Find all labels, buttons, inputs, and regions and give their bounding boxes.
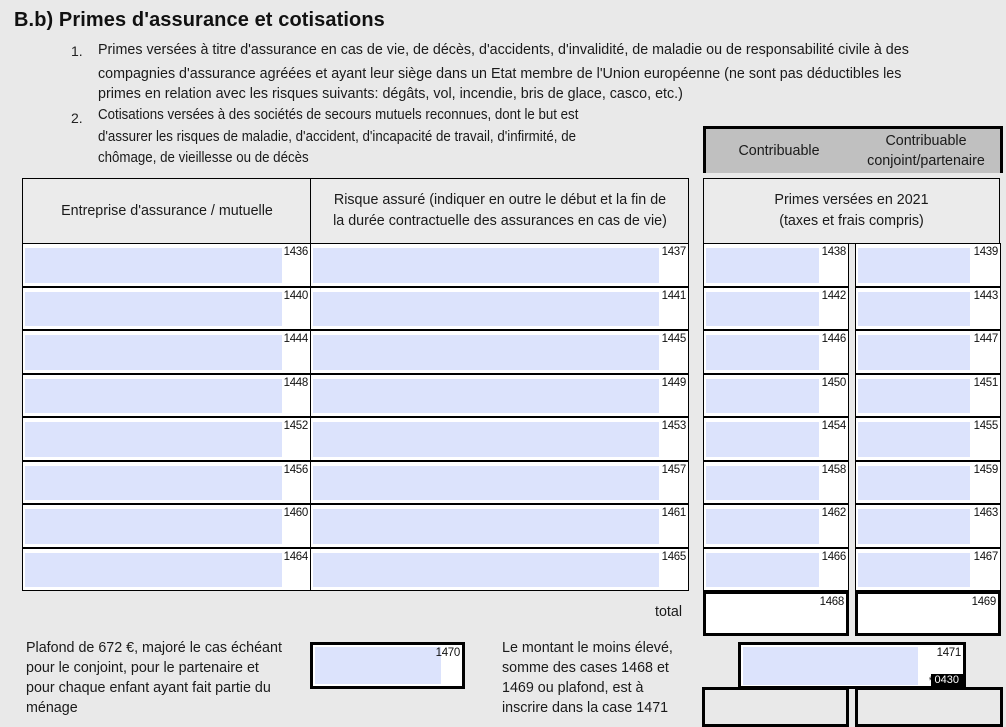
company-input[interactable] <box>25 292 282 326</box>
risk-code: 1453 <box>661 420 686 432</box>
item-2-line-2: d'assurer les risques de maladie, d'accident, d'incapacité de travail, d'infirmité, de <box>98 128 576 145</box>
spouse-premium-cell <box>855 417 1001 461</box>
risk-cell <box>310 548 689 591</box>
total-label: total <box>655 604 683 620</box>
item-2-text <box>98 105 578 170</box>
spouse-premium-input[interactable] <box>858 509 970 544</box>
taxpayer-premium-code: 1450 <box>821 377 846 389</box>
total-spouse-code: 1469 <box>971 596 996 608</box>
company-code: 1464 <box>283 551 308 563</box>
risk-code: 1449 <box>661 377 686 389</box>
taxpayer-premium-input[interactable] <box>706 292 819 326</box>
taxpayer-premium-cell <box>703 243 849 287</box>
risk-code: 1465 <box>661 551 686 563</box>
risk-input[interactable] <box>313 509 659 544</box>
company-code: 1456 <box>283 464 308 476</box>
header-spouse-line-1: Contribuable <box>885 133 967 149</box>
taxpayer-premium-cell <box>703 548 849 591</box>
spouse-premium-input[interactable] <box>858 248 970 283</box>
company-code: 1436 <box>283 246 308 258</box>
spouse-premium-cell <box>855 461 1001 504</box>
spouse-premium-input[interactable] <box>858 292 970 326</box>
taxpayer-premium-code: 1442 <box>821 290 846 302</box>
taxpayer-premium-input[interactable] <box>706 422 819 457</box>
company-input[interactable] <box>25 509 282 544</box>
company-input[interactable] <box>25 379 282 413</box>
company-cell <box>22 417 311 461</box>
spouse-premium-input[interactable] <box>858 422 970 457</box>
total-taxpayer-field[interactable] <box>703 591 849 636</box>
taxpayer-premium-code: 1458 <box>821 464 846 476</box>
company-input[interactable] <box>25 553 282 587</box>
total-taxpayer-code: 1468 <box>819 596 844 608</box>
company-code: 1448 <box>283 377 308 389</box>
taxpayer-premium-cell <box>703 287 849 330</box>
company-input[interactable] <box>25 422 282 457</box>
left-table-header <box>22 178 689 244</box>
company-code: 1452 <box>283 420 308 432</box>
company-cell <box>22 461 311 504</box>
company-code: 1440 <box>283 290 308 302</box>
risk-cell <box>310 287 689 330</box>
result-note <box>502 638 673 718</box>
ceiling-line-4: ménage <box>26 700 78 716</box>
taxpayer-premium-cell <box>703 417 849 461</box>
header-premiums-line-1: Primes versées en 2021 <box>774 192 929 208</box>
ceiling-line-2: pour le conjoint, pour le partenaire et <box>26 660 259 676</box>
bottom-box-spouse <box>855 687 1003 727</box>
taxpayer-premium-code: 1454 <box>821 420 846 432</box>
company-cell <box>22 243 311 287</box>
item-2-line-3: chômage, de vieillesse ou de décès <box>98 150 309 166</box>
result-field[interactable] <box>738 642 966 689</box>
company-input[interactable] <box>25 248 282 283</box>
risk-cell <box>310 504 689 548</box>
spouse-premium-cell <box>855 548 1001 591</box>
risk-code: 1461 <box>661 507 686 519</box>
taxpayer-premium-cell <box>703 461 849 504</box>
header-company: Entreprise d'assurance / mutuelle <box>23 179 311 243</box>
item-1-line-2: compagnies d'assurance agréées et ayant leur siège dans un Etat membre de l'Union européenne (ne sont pas déductibles les <box>98 65 902 82</box>
ceiling-field[interactable] <box>310 642 465 689</box>
spouse-premium-input[interactable] <box>858 335 970 370</box>
taxpayer-premium-input[interactable] <box>706 379 819 413</box>
spouse-premium-code: 1467 <box>973 551 998 563</box>
ceiling-line-1: Plafond de 672 €, majoré le cas échéant <box>26 640 282 656</box>
taxpayer-premium-input[interactable] <box>706 335 819 370</box>
header-risk-line-1: Risque assuré (indiquer en outre le début et la fin de <box>333 192 667 208</box>
risk-input[interactable] <box>313 335 659 370</box>
taxpayer-premium-code: 1446 <box>821 333 846 345</box>
item-1-line-3: primes en relation avec les risques suivants: dégâts, vol, incendie, bris de glace, casco, etc.) <box>98 86 683 102</box>
result-input[interactable] <box>743 647 918 685</box>
ceiling-note <box>26 638 282 718</box>
spouse-premium-code: 1463 <box>973 507 998 519</box>
risk-input[interactable] <box>313 248 659 283</box>
risk-cell <box>310 330 689 374</box>
item-1-text <box>98 40 909 106</box>
result-reference-code: 0430 <box>931 674 963 686</box>
company-cell <box>22 287 311 330</box>
spouse-premium-code: 1443 <box>973 290 998 302</box>
header-risk-line-2: la durée contractuelle des assurances en cas de vie) <box>333 213 667 229</box>
risk-input[interactable] <box>313 292 659 326</box>
header-risk <box>312 179 688 243</box>
taxpayer-premium-cell <box>703 504 849 548</box>
header-premiums-line-2: (taxes et frais compris) <box>779 213 924 229</box>
spouse-premium-cell <box>855 504 1001 548</box>
ceiling-input[interactable] <box>315 647 441 684</box>
item-1-number: 1. <box>71 43 83 59</box>
risk-input[interactable] <box>313 379 659 413</box>
company-cell <box>22 548 311 591</box>
beneficiary-header <box>703 126 1003 173</box>
result-code: 1471 <box>936 647 961 659</box>
taxpayer-premium-input[interactable] <box>706 553 819 587</box>
spouse-premium-code: 1459 <box>973 464 998 476</box>
company-cell <box>22 330 311 374</box>
company-cell <box>22 374 311 417</box>
spouse-premium-cell <box>855 287 1001 330</box>
company-input[interactable] <box>25 466 282 500</box>
spouse-premium-code: 1439 <box>973 246 998 258</box>
header-taxpayer: Contribuable <box>738 143 820 159</box>
header-spouse <box>852 129 1000 173</box>
header-spouse-line-2: conjoint/partenaire <box>867 153 985 169</box>
right-table-header <box>703 178 1000 244</box>
result-line-2: somme des cases 1468 et <box>502 660 669 676</box>
total-spouse-field[interactable] <box>855 591 1001 636</box>
risk-code: 1457 <box>661 464 686 476</box>
spouse-premium-code: 1451 <box>973 377 998 389</box>
result-line-3: 1469 ou plafond, est à <box>502 680 644 696</box>
header-premiums <box>704 179 999 243</box>
spouse-premium-input[interactable] <box>858 379 970 413</box>
spouse-premium-cell <box>855 243 1001 287</box>
risk-input[interactable] <box>313 422 659 457</box>
item-2-line-1: Cotisations versées à des sociétés de secours mutuels reconnues, dont le but est <box>98 107 579 123</box>
taxpayer-premium-input[interactable] <box>706 466 819 500</box>
risk-code: 1437 <box>661 246 686 258</box>
risk-input[interactable] <box>313 553 659 587</box>
ceiling-code: 1470 <box>435 647 460 659</box>
taxpayer-premium-code: 1438 <box>821 246 846 258</box>
company-cell <box>22 504 311 548</box>
bottom-box-taxpayer <box>702 687 849 727</box>
spouse-premium-code: 1455 <box>973 420 998 432</box>
taxpayer-premium-cell <box>703 374 849 417</box>
risk-code: 1441 <box>661 290 686 302</box>
risk-input[interactable] <box>313 466 659 500</box>
risk-cell <box>310 243 689 287</box>
spouse-premium-cell <box>855 330 1001 374</box>
company-code: 1460 <box>283 507 308 519</box>
taxpayer-premium-code: 1466 <box>821 551 846 563</box>
risk-cell <box>310 374 689 417</box>
risk-code: 1445 <box>661 333 686 345</box>
spouse-premium-input[interactable] <box>858 466 970 500</box>
item-1-line-1: Primes versées à titre d'assurance en cas de vie, de décès, d'accidents, d'invalidité, de maladie ou de responsabilité civile à des <box>98 42 909 58</box>
taxpayer-premium-cell <box>703 330 849 374</box>
section-title: B.b) Primes d'assurance et cotisations <box>14 9 385 31</box>
taxpayer-premium-input[interactable] <box>706 509 819 544</box>
taxpayer-premium-code: 1462 <box>821 507 846 519</box>
taxpayer-premium-input[interactable] <box>706 248 819 283</box>
risk-cell <box>310 417 689 461</box>
item-2-number: 2. <box>71 110 83 126</box>
spouse-premium-cell <box>855 374 1001 417</box>
company-code: 1444 <box>283 333 308 345</box>
result-line-1: Le montant le moins élevé, <box>502 640 673 656</box>
spouse-premium-code: 1447 <box>973 333 998 345</box>
spouse-premium-input[interactable] <box>858 553 970 587</box>
risk-cell <box>310 461 689 504</box>
header-divider <box>310 179 311 243</box>
company-input[interactable] <box>25 335 282 370</box>
result-line-4: inscrire dans la case 1471 <box>502 700 669 716</box>
ceiling-line-3: pour chaque enfant ayant fait partie du <box>26 680 271 696</box>
